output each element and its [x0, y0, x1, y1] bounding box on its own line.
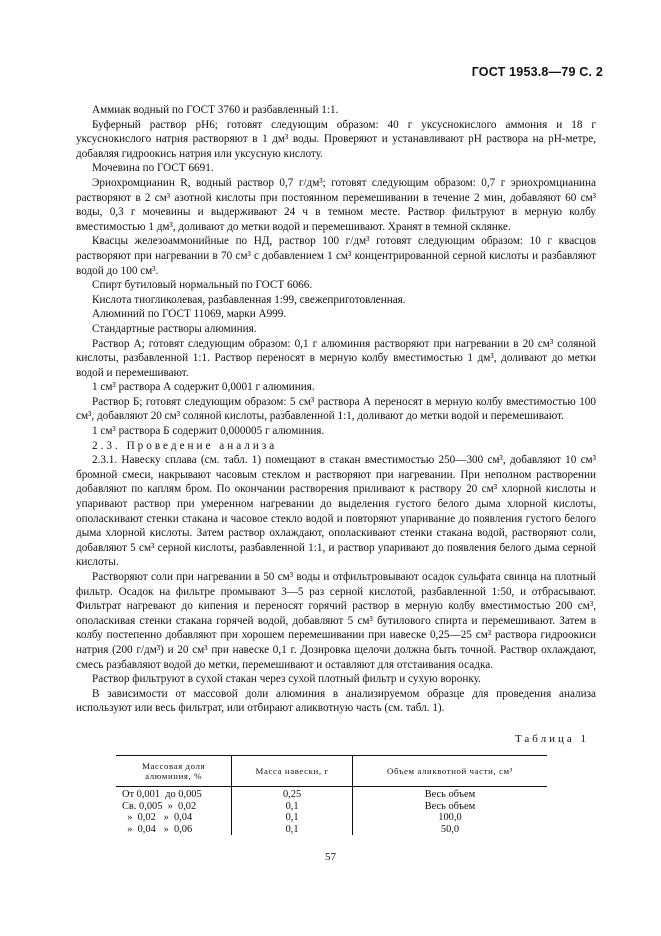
table-cell: » 0,04 » 0,06: [122, 823, 193, 835]
data-table: [116, 755, 547, 835]
paragraph: Эриохромцианин R, водный раствор 0,7 г/дм³; готовят следующим образом: 0,7 г эриохромцианина растворяют в 2 см³ азотной кислоты при постоянном перемешивании в течение 2 мин, добавляют 60 см³ воды, 0,3 г мочевины и выдерживают 24 ч в темном месте. Раствор фильтруют в мерную колбу вместимостью 1 дм³, доливают до метки водой и перемешивают. Хранят в темной склянке.: [76, 176, 596, 233]
table-cell: 0,1: [232, 801, 353, 813]
paragraph: Кислота тиогликолевая, разбавленная 1:99, свежеприготовленная.: [92, 293, 406, 306]
table-cell: Св. 0,005 » 0,02: [122, 800, 197, 812]
table-row: [116, 787, 547, 801]
table-cell: 100,0: [352, 812, 547, 824]
table-header-row: [116, 756, 547, 787]
paragraph: Квасцы железоаммонийные по НД, раствор 100 г/дм³ готовят следующим образом: 10 г квасцов растворяют при нагревании в 70 см³ с добавлением 1 см³ концентрированной серной кислоты и разбавляют водой до 100 см³.: [76, 235, 596, 277]
table-cell: » 0,02 » 0,04: [122, 812, 193, 824]
table-row: [116, 801, 547, 813]
paragraph: Спирт бутиловый нормальный по ГОСТ 6066.: [92, 279, 313, 292]
paragraph: 2.3.1. Навеску сплава (см. табл. 1) помещают в стакан вместимостью 250—300 см³, добавляют 10 см³ бромной смеси, накрывают часовым стеклом и растворяют при нагревании. При неполном растворении добавляют по каплям бром. По окончании растворения приливают к раствору 20 см³ хлорной кислоты и упаривают раствор при умеренном нагревании до выделения густого белого дыма хлорной кислоты, ополаскивают стенки стакана и часовое стекло водой и повторяют упаривание до появления густого белого дыма хлорной кислоты. Затем раствор охлаждают, ополаскивают стенки стакана водой, растворяют соли, добавляют 5 см³ серной кислоты, разбавленной 1:1, и раствор упаривают до появления белого дыма серной кислоты.: [76, 454, 596, 569]
table-row: [116, 824, 547, 836]
paragraph: Раствор фильтруют в сухой стакан через сухой плотный фильтр и сухую воронку.: [92, 673, 481, 686]
table-cell: 0,1: [232, 824, 353, 836]
paragraph: Растворяют соли при нагревании в 50 см³ воды и отфильтровывают осадок сульфата свинца на плотный фильтр. Осадок на фильтре промывают 3—5 раз серной кислотой, разбавленной 1:50, и отбрасывают. Фильтрат нагревают до кипения и переносят горячий раствор в мерную колбу вместимостью 200 см³, ополаскивая стенки стакана горячей водой, добавляют 5 см³ бутилового спирта и перемешивают. Затем в колбу постепенно добавляют при хорошем перемешивании при навеске 0,25—25 см³ раствора гидроокиси натрия (200 г/дм³) и 20 см³ при навеске 0,1 г. Дозировка щелочи должна быть точной. Раствор охлаждают, смесь разбавляют водой до метки, перемешивают и оставляют для отстаивания осадка.: [76, 571, 596, 671]
table-row: [116, 812, 547, 824]
section-heading: 2.3. Проведение анализа: [92, 439, 278, 452]
table-cell: Весь объем: [352, 801, 547, 813]
paragraph: Аммиак водный по ГОСТ 3760 и разбавленный 1:1.: [92, 104, 339, 116]
table-caption: Таблица 1: [514, 733, 589, 745]
page-header: ГОСТ 1953.8—79 С. 2: [471, 65, 603, 79]
paragraph: Раствор Б; готовят следующим образом: 5 см³ раствора А переносят в мерную колбу вместимостью 100 см³, добавляют 20 см³ соляной кислоты, разбавленной 1:1, доливают до метки водой и перемешивают.: [76, 395, 596, 423]
paragraph: Стандартные растворы алюминия.: [92, 322, 257, 335]
column-header: Масса навески, г: [232, 756, 353, 787]
table-cell: Весь объем: [352, 787, 547, 801]
page-number: 57: [325, 851, 336, 863]
paragraph: Алюминий по ГОСТ 11069, марки А999.: [92, 308, 287, 321]
paragraph: В зависимости от массовой доли алюминия в анализируемом образце для проведения анализа используют или весь фильтрат, или отбирают аликвотную часть (см. табл. 1).: [76, 687, 596, 715]
document-body: [76, 103, 596, 716]
paragraph: 1 см³ раствора Б содержит 0,000005 г алюминия.: [92, 425, 325, 438]
table-cell: 50,0: [352, 824, 547, 836]
paragraph: Буферный раствор рН6; готовят следующим образом: 40 г уксуснокислого аммония и 18 г уксуснокислого натрия растворяют в 1 дм³ воды. Проверяют и устанавливают рН раствора на рН-метре, добавляя гидроокись натрия или уксусную кислоту.: [76, 118, 596, 160]
column-header: Объем аликвотной части, см³: [352, 756, 547, 787]
table-cell: 0,25: [232, 787, 353, 801]
paragraph: Раствор А; готовят следующим образом: 0,1 г алюминия растворяют при нагревании в 20 см³ соляной кислоты, разбавленной 1:1. Раствор переносят в мерную колбу вместимостью 1 дм³, доливают до метки водой и перемешивают.: [76, 337, 596, 379]
paragraph: 1 см³ раствора А содержит 0,0001 г алюминия.: [92, 381, 315, 394]
paragraph: Мочевина по ГОСТ 6691.: [92, 162, 214, 175]
column-header: Массовая доля алюминия, %: [116, 756, 232, 787]
table-cell: 0,1: [232, 812, 353, 824]
table-cell: От 0,001 до 0,005: [122, 789, 202, 800]
